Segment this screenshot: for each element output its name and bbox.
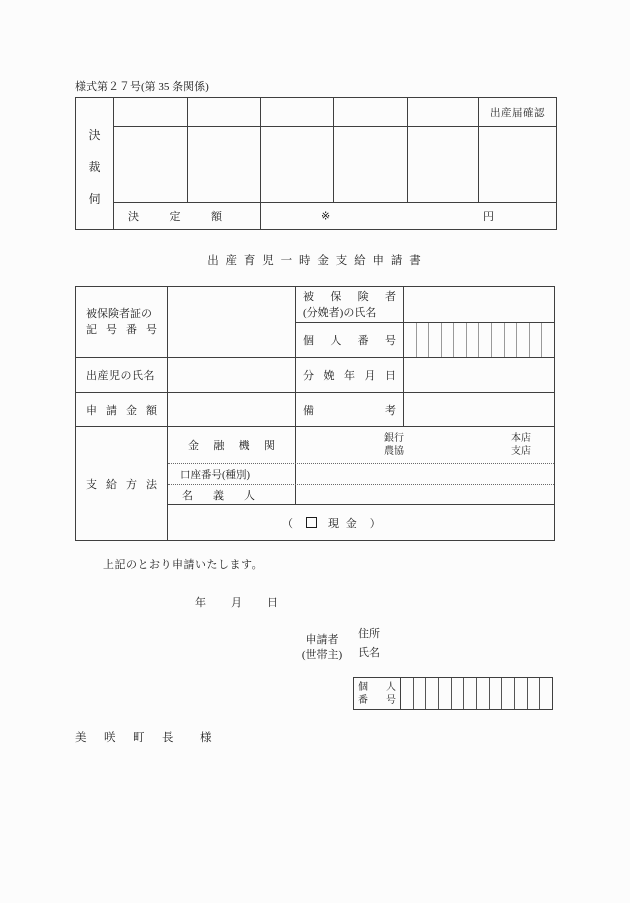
cash-option-subrow xyxy=(168,504,554,540)
approval-grid xyxy=(114,98,556,229)
account-holder-subrow xyxy=(168,484,554,504)
digit-cell[interactable] xyxy=(416,323,429,357)
personal-number-grid xyxy=(404,323,554,357)
honorific-label: 様 xyxy=(200,732,212,744)
payment-method-label: 支 給 方 法 xyxy=(76,427,168,540)
insured-name-value-cell[interactable] xyxy=(404,287,554,322)
bank-type-options xyxy=(384,432,404,458)
digit-cell[interactable] xyxy=(514,678,527,709)
account-holder-label: 名 義 人 xyxy=(168,485,296,504)
yen-unit-label: 円 xyxy=(483,211,494,223)
account-number-value-cell[interactable] xyxy=(296,464,554,485)
form-number: 様式第２７号(第 35 条関係) xyxy=(75,81,209,93)
decided-amount-value-cell[interactable] xyxy=(261,203,556,229)
main-table xyxy=(75,286,555,541)
birth-report-confirm-label: 出産届確認 xyxy=(490,107,545,119)
cash-checkbox[interactable] xyxy=(306,517,317,528)
approval-stamp-cell[interactable] xyxy=(334,98,408,126)
digit-cell[interactable] xyxy=(428,323,441,357)
page-title: 出 産 育 児 一 時 金 支 給 申 請 書 xyxy=(207,255,423,267)
approval-table xyxy=(75,97,557,230)
approval-vertical-label xyxy=(76,98,114,229)
agricoop-option[interactable]: 農協 xyxy=(384,445,404,457)
digit-cell[interactable] xyxy=(441,323,454,357)
decided-amount-row xyxy=(114,202,556,229)
approval-header-row xyxy=(114,98,556,126)
approval-stamp-cell[interactable] xyxy=(188,98,261,126)
name-label: 氏名 xyxy=(358,647,380,659)
digit-cell[interactable] xyxy=(541,323,554,357)
financial-institution-label: 金 融 機 関 xyxy=(168,427,296,463)
digit-cell[interactable] xyxy=(539,678,552,709)
approval-stamp-cell[interactable] xyxy=(261,98,334,126)
approval-char-1: 決 xyxy=(88,128,101,142)
digit-cell[interactable] xyxy=(516,323,529,357)
digit-cell[interactable] xyxy=(501,678,514,709)
cash-option-label: 現 金 xyxy=(328,517,359,530)
digit-cell[interactable] xyxy=(453,323,466,357)
approval-stamp-cell[interactable] xyxy=(408,98,479,126)
approval-stamp-cell[interactable] xyxy=(188,127,261,202)
approval-stamp-cell[interactable] xyxy=(334,127,408,202)
account-number-label: 口座番号(種別) xyxy=(168,464,296,485)
digit-cell[interactable] xyxy=(425,678,438,709)
remarks-label: 備 考 xyxy=(296,393,404,426)
bank-option[interactable]: 銀行 xyxy=(384,432,404,444)
digit-cell[interactable] xyxy=(413,678,426,709)
account-holder-value-cell[interactable] xyxy=(296,485,554,504)
insured-symbol-label: 被保険者証の 記 号 番 号 xyxy=(76,287,168,357)
cash-option xyxy=(282,515,383,531)
personal-number-subrow xyxy=(296,323,554,357)
digit-cell[interactable] xyxy=(478,323,491,357)
applicant-personal-number-box xyxy=(353,677,553,710)
account-number-subrow xyxy=(168,463,554,485)
cash-close-paren: ） xyxy=(369,517,383,530)
office-type-options xyxy=(511,432,531,458)
insured-symbol-value-cell[interactable] xyxy=(168,287,296,357)
head-office-option[interactable]: 本店 xyxy=(511,432,531,444)
decided-amount-label: 決 定 額 xyxy=(114,203,261,229)
financial-institution-subrow xyxy=(168,427,554,463)
applicant-personal-number-grid xyxy=(401,678,552,709)
digit-cell[interactable] xyxy=(504,323,517,357)
approval-stamp-cell[interactable] xyxy=(114,127,188,202)
address-label: 住所 xyxy=(358,628,380,640)
date-line[interactable]: 年 月 日 xyxy=(195,597,279,609)
digit-cell[interactable] xyxy=(489,678,502,709)
applicant-label: 申請者 (世帯主) xyxy=(301,634,343,661)
birth-report-confirm-cell[interactable] xyxy=(479,127,556,202)
digit-cell[interactable] xyxy=(438,678,451,709)
reference-mark: ※ xyxy=(321,210,331,223)
approval-char-2: 裁 xyxy=(88,160,101,174)
application-amount-label: 申 請 金 額 xyxy=(76,393,168,426)
amount-row xyxy=(76,392,554,426)
applicant-personal-number-label: 個 人 番 号 xyxy=(354,678,401,709)
insured-name-subrow xyxy=(296,287,554,323)
digit-cell[interactable] xyxy=(476,678,489,709)
delivery-date-value-cell[interactable] xyxy=(404,358,554,392)
newborn-row xyxy=(76,357,554,392)
newborn-name-value-cell[interactable] xyxy=(168,358,296,392)
payment-method-row xyxy=(76,426,554,540)
digit-cell[interactable] xyxy=(404,323,416,357)
approval-stamp-cell[interactable] xyxy=(114,98,188,126)
financial-institution-value-cell[interactable] xyxy=(296,427,554,463)
insured-name-label: 被 保 険 者 (分娩者)の氏名 xyxy=(296,287,404,322)
approval-stamp-row xyxy=(114,126,556,202)
insured-name-block xyxy=(296,287,554,357)
digit-cell[interactable] xyxy=(466,323,479,357)
newborn-name-label: 出産児の氏名 xyxy=(76,358,168,392)
insured-row xyxy=(76,287,554,357)
approval-char-3: 伺 xyxy=(88,192,101,206)
payment-method-block xyxy=(168,427,554,540)
application-amount-value-cell[interactable] xyxy=(168,393,296,426)
remarks-value-cell[interactable] xyxy=(404,393,554,426)
digit-cell[interactable] xyxy=(451,678,464,709)
approval-stamp-cell[interactable] xyxy=(261,127,334,202)
delivery-date-label: 分 娩 年 月 日 xyxy=(296,358,404,392)
digit-cell[interactable] xyxy=(529,323,542,357)
digit-cell[interactable] xyxy=(401,678,413,709)
addressee-label: 美 咲 町 長 xyxy=(75,732,177,744)
digit-cell[interactable] xyxy=(463,678,476,709)
digit-cell[interactable] xyxy=(527,678,540,709)
approval-stamp-cell[interactable] xyxy=(408,127,479,202)
cash-open-paren: （ xyxy=(282,517,295,530)
personal-number-label: 個 人 番 号 xyxy=(296,323,404,357)
branch-option[interactable]: 支店 xyxy=(511,445,531,457)
digit-cell[interactable] xyxy=(491,323,504,357)
declaration-text: 上記のとおり申請いたします。 xyxy=(103,559,264,571)
